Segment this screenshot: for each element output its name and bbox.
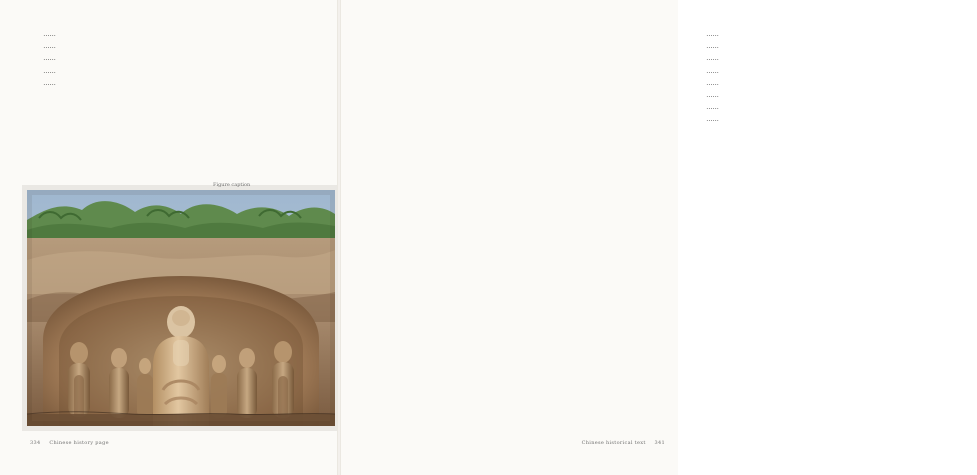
right-footer [582, 440, 665, 446]
paragraph: …… [706, 67, 720, 75]
grotto-photo-illustration [27, 190, 335, 426]
paragraph: …… [706, 43, 720, 51]
page-number: 341 [654, 440, 665, 446]
paragraph: …… [706, 104, 720, 112]
right-page-text [697, 29, 977, 426]
left-page [0, 0, 337, 475]
left-page-text [34, 29, 307, 174]
paragraph: …… [706, 55, 720, 63]
paragraph: …… [43, 67, 57, 75]
figure-caption: Figure caption [213, 182, 251, 188]
paragraph: …… [43, 79, 57, 87]
paragraph: …… [43, 43, 57, 51]
paragraph: …… [706, 116, 720, 124]
running-head: Chinese history page [49, 440, 109, 446]
paragraph: …… [706, 79, 720, 87]
paragraph: …… [706, 31, 720, 38]
running-head: Chinese historical text [581, 440, 646, 446]
paragraph: …… [43, 55, 57, 63]
left-footer [30, 440, 109, 446]
paragraph: …… [706, 92, 720, 100]
paragraph: …… [43, 31, 57, 38]
grotto-photo [27, 190, 335, 426]
page-number: 334 [30, 440, 41, 446]
right-page [341, 0, 720, 475]
